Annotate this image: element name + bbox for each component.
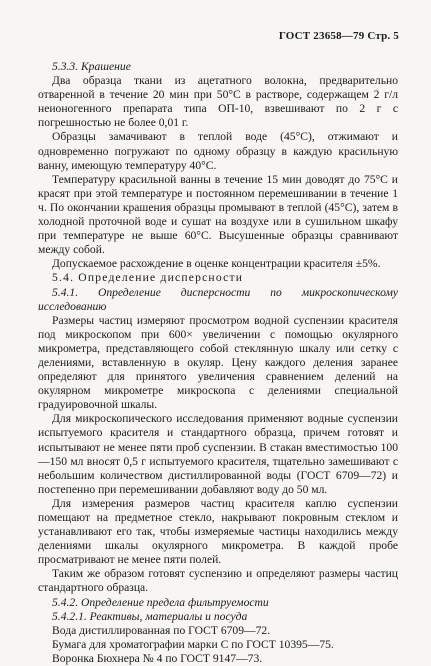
section-heading-5-4: 5.4. Определение дисперсности [52,271,244,285]
list-item: Вода дистиллированная по ГОСТ 6709—72. [52,623,271,637]
list-item: Бумага для хроматографии марки С по ГОСТ 10395—75. [52,637,334,651]
section-heading-5-4-1: 5.4.1. Определение дисперсности по микроскопическому исследованию [38,285,398,313]
list-item: Воронка Бюхнера № 4 по ГОСТ 9147—73. [52,651,263,665]
document-body [38,60,398,666]
page-header: ГОСТ 23658—79 Стр. 5 [278,30,399,42]
paragraph: Образцы замачивают в теплой воде (45°С), отжимают и одновременно погружают по одному образцу в каждую красильную ванну, имеющую температуру 40°С. [38,130,398,172]
section-heading-5-4-2-1: 5.4.2.1. Реактивы, материалы и посуда [52,609,248,623]
paragraph: Температуру красильной ванны в течение 15 мин доводят до 75°С и красят при этой температуре и постоянном перемешивании в течение 1 ч. По окончании крашения образцы промывают в теплой (45°С), затем в холодной проточной воде и сушат на воздухе или в сушильном шкафу при температуре не выше 60°С. Высушенные образцы сравнивают между собой. [38,172,398,257]
section-heading-5-3-3: 5.3.3. Крашение [52,60,131,73]
paragraph: Таким же образом готовят суспензию и определяют размеры частиц стандартного образца. [38,567,398,595]
paragraph: Два образца ткани из ацетатного волокна, предварительно отваренной в течение 20 мин при 50°С в растворе, содержащем 2 г/л неионогенного препарата типа ОП-10, взвешивают по 2 г с погрешностью не более 0,01 г. [38,74,398,130]
paragraph: Для измерения размеров частиц красителя каплю суспензии помещают на предметное стекло, накрывают покровным стеклом и устанавливают его так, чтобы измеряемые частицы находились между делениями шкалы окулярного микрометра. В каждой пробе просматривают не менее пяти полей. [38,496,398,567]
section-heading-5-4-2: 5.4.2. Определение предела фильтруемости [52,595,269,609]
paragraph: Размеры частиц измеряют просмотром водной суспензии красителя под микроскопом при 600× увеличении с помощью окулярного микрометра, представляющего собой стеклянную шкалу или сетку с делениями, вставленную в окуляр. Цену каждого деления заранее определяют для принятого увеличения сравнением делений на окулярном микрометре микроскопа с делениями специальной градуировочной шкалы. [38,313,398,412]
paragraph: Для микроскопического исследования применяют водные суспензии испытуемого красителя и стандартного образца, причем готовят и испытывают не менее пяти проб суспензии. В стакан вместимостью 100—150 мл вносят 0,5 г испытуемого красителя, тщательно замешивают с небольшим количеством дистиллированной воды (ГОСТ 6709—72) и постепенно при перемешивании добавляют воду до 50 мл. [38,412,398,496]
paragraph: Допускаемое расхождение в оценке концентрации красителя ±5%. [52,257,381,271]
